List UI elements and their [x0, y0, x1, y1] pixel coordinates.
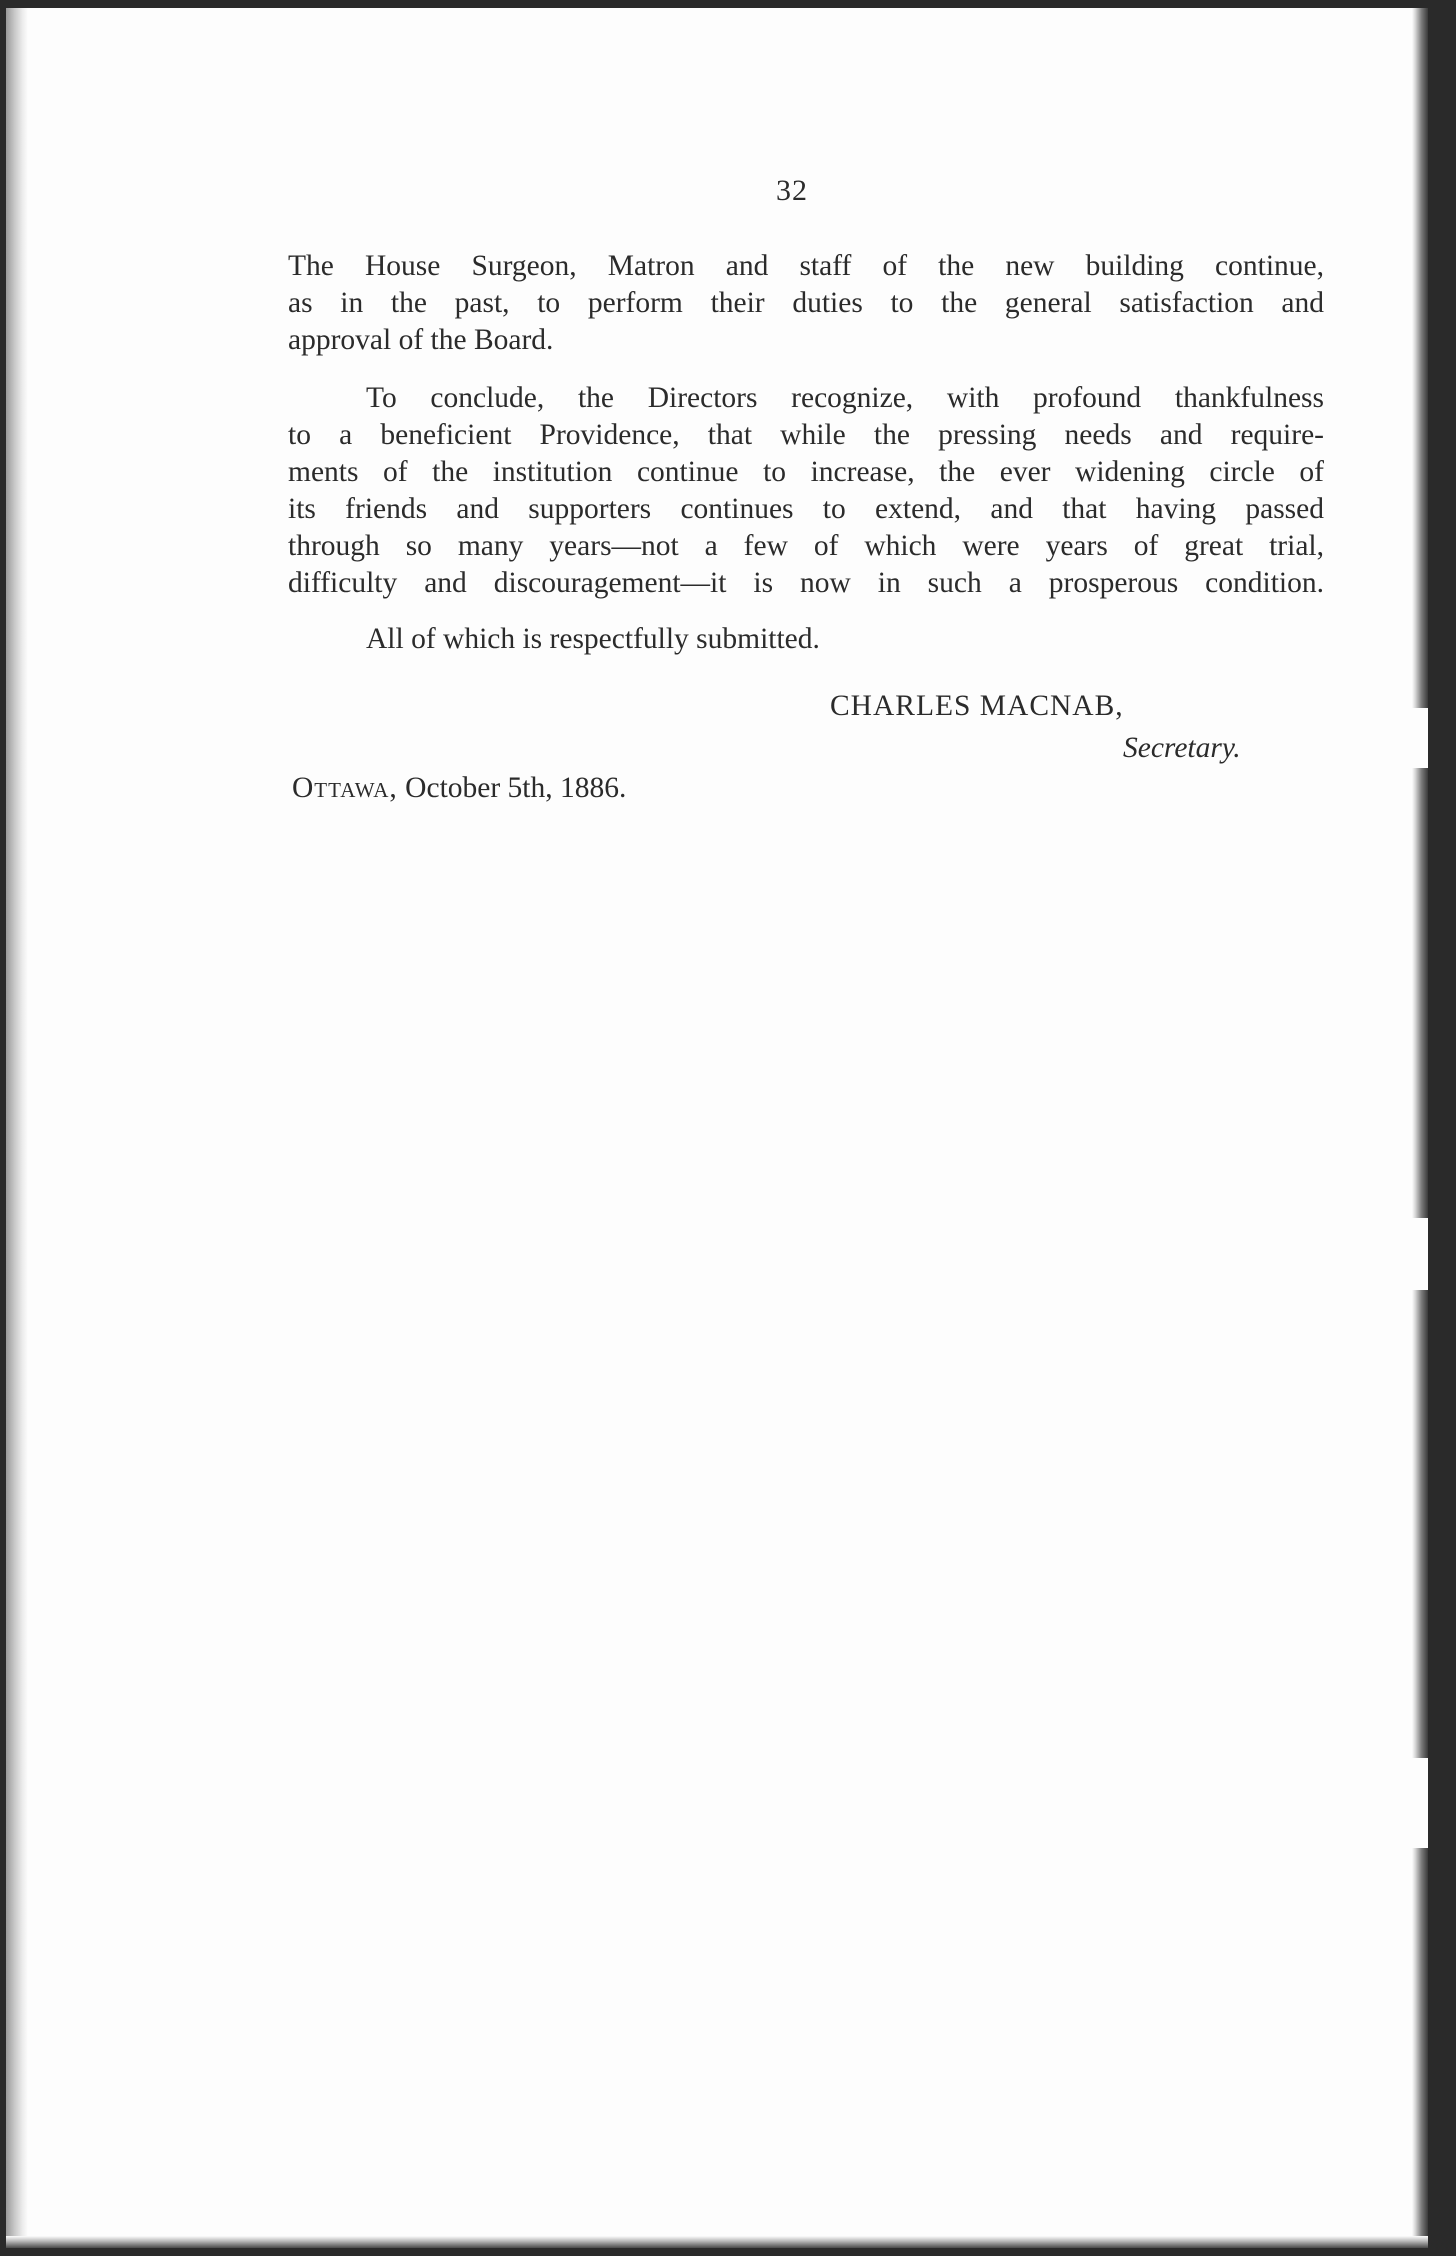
page-edge-notch — [1402, 708, 1428, 768]
signature-title: Secretary. — [1123, 732, 1241, 764]
paragraph-conclusion — [288, 380, 1324, 602]
document-page — [6, 8, 1428, 2248]
page-edge-notch — [1402, 1758, 1428, 1848]
text-line: its friends and supporters continues to extend, and that having passed — [288, 493, 1324, 525]
text-line: approval of the Board. — [288, 324, 554, 356]
text-line: through so many years—not a few of which were years of great trial, — [288, 530, 1324, 562]
page-edge-notch — [1402, 1218, 1428, 1290]
text-line: to a beneficient Providence, that while the pressing needs and require- — [288, 419, 1324, 451]
date: October 5th, 1886. — [405, 772, 627, 804]
page-bottom-shadow — [6, 2236, 1428, 2248]
paragraph-staff — [288, 248, 1324, 359]
closing-statement: All of which is respectfully submitted. — [366, 623, 820, 655]
page-edge-shadow — [1412, 8, 1428, 2248]
place: Ottawa, — [292, 772, 398, 804]
signature-name: CHARLES MACNAB, — [830, 690, 1124, 722]
text-line: To conclude, the Directors recognize, with profound thankfulness — [366, 382, 1324, 414]
text-line: difficulty and discouragement—it is now in such a prosperous condition. — [288, 567, 1324, 599]
place-date — [292, 770, 626, 807]
text-line: ments of the institution continue to increase, the ever widening circle of — [288, 456, 1324, 488]
text-line: The House Surgeon, Matron and staff of the new building continue, — [288, 250, 1324, 282]
page-binding-shadow — [6, 8, 28, 2248]
page-number: 32 — [776, 174, 808, 207]
text-line: as in the past, to perform their duties to the general satisfaction and — [288, 287, 1324, 319]
